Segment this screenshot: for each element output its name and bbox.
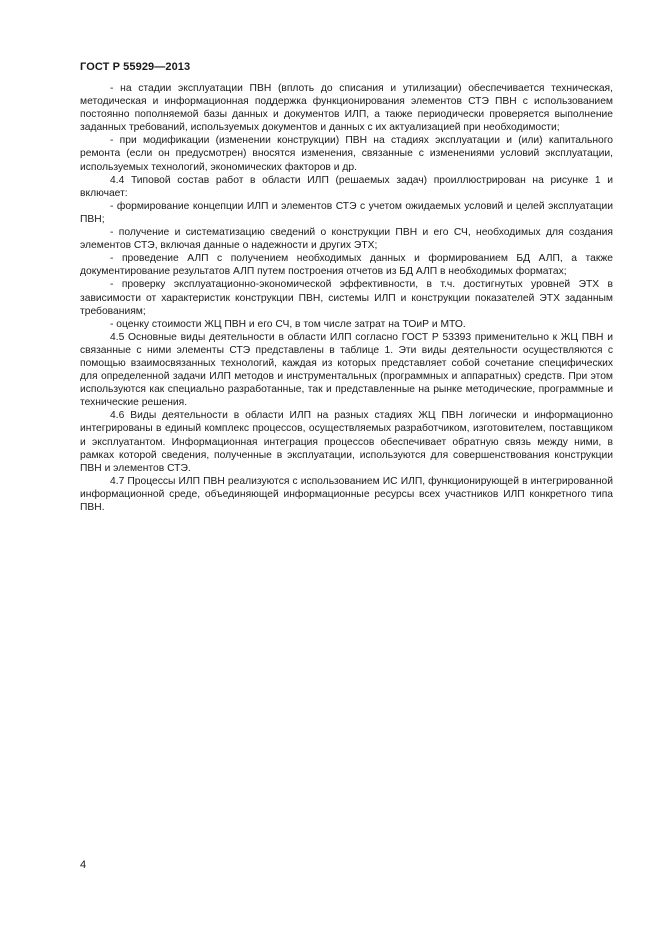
- paragraph: - проверку эксплуатационно-экономической эффективности, в т.ч. достигнутых уровней ЭТХ в зависимости от характеристик конструкции ПВН, системы ИЛП и конструкции показателей ЭТХ заданным требованиям;: [80, 279, 613, 317]
- paragraph: - формирование концепции ИЛП и элементов СТЭ с учетом ожидаемых условий и целей эксплуатации ПВН;: [80, 200, 613, 225]
- paragraph: 4.4 Типовой состав работ в области ИЛП (решаемых задач) проиллюстрирован на рисунке 1 и включает:: [80, 174, 613, 199]
- document-header: ГОСТ Р 55929—2013: [80, 61, 191, 73]
- page-number: 4: [80, 859, 87, 871]
- paragraph: - оценку стоимости ЖЦ ПВН и его СЧ, в том числе затрат на ТОиР и МТО.: [110, 318, 466, 330]
- paragraph: 4.6 Виды деятельности в области ИЛП на разных стадиях ЖЦ ПВН логически и информационно интегрированы в единый комплекс процессов, осуществляемых разработчиком, изготовителем, поставщиком и эксплуатантом. Информационная интеграция процессов обеспечивает обратную связь между ними, в рамках которой сведения, полученные в эксплуатации, используются для совершенствования конструкции ПВН и элементов СТЭ.: [80, 410, 613, 474]
- paragraph: 4.5 Основные виды деятельности в области ИЛП согласно ГОСТ Р 53393 применительно к ЖЦ ПВН и связанные с ними элементы СТЭ представлены в таблице 1. Эти виды деятельности осуществляются с помощью взаимосвязанных технологий, каждая из которых представляет собой сочетание специфических для определенной задачи ИЛП методов и инструментальных (программных и аппаратных) средств. При этом используются как специально разработанные, так и представленные на рынке методические, программные и технические решения.: [80, 331, 613, 409]
- paragraph: - получение и систематизацию сведений о конструкции ПВН и его СЧ, необходимых для создания элементов СТЭ, включая данные о надежности и других ЭТХ;: [80, 227, 613, 252]
- paragraph: - проведение АЛП с получением необходимых данных и формированием БД АЛП, а также документирование результатов АЛП путем построения отчетов из БД АЛП в необходимых форматах;: [80, 253, 613, 278]
- paragraph: 4.7 Процессы ИЛП ПВН реализуются с использованием ИС ИЛП, функционирующей в интегрированной информационной среде, объединяющей информационные ресурсы всех участников ИЛП конкретного типа ПВН.: [80, 475, 613, 513]
- paragraph: - при модификации (изменении конструкции) ПВН на стадиях эксплуатации и (или) капитального ремонта (если он предусмотрен) вносятся изменения, связанные с изменениями условий эксплуатации, используемых технологий, экономических факторов и др.: [80, 135, 613, 173]
- document-body: [80, 82, 613, 514]
- paragraph: - на стадии эксплуатации ПВН (вплоть до списания и утилизации) обеспечивается техническая, методическая и информационная поддержка функционирования элементов СТЭ ПВН с использованием постоянно пополняемой базы данных и документов ИЛП, а также периодически проверяется выполнение заданных требований, используемых документов и данных с их актуализацией при необходимости;: [80, 83, 613, 134]
